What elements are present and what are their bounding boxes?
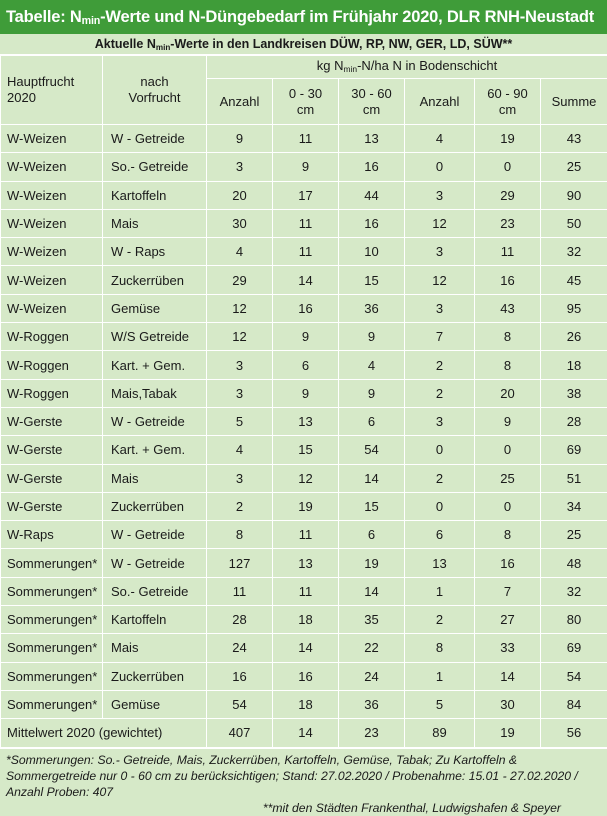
table-row (1, 662, 607, 690)
cell-value: 48 (541, 549, 607, 577)
cell-vorfrucht: W - Getreide (103, 125, 207, 153)
cell-value: 20 (475, 379, 541, 407)
cell-value: 12 (273, 464, 339, 492)
cell-value: 13 (273, 549, 339, 577)
mean-value: 19 (475, 719, 541, 747)
nmin-data-table (0, 55, 607, 748)
cell-value: 14 (273, 634, 339, 662)
cell-value: 6 (405, 521, 475, 549)
cell-value: 2 (207, 492, 273, 520)
subtitle-text-start: Aktuelle N (95, 37, 156, 51)
cell-value: 30 (207, 209, 273, 237)
cell-value: 0 (475, 492, 541, 520)
cell-value: 34 (541, 492, 607, 520)
cell-value: 13 (405, 549, 475, 577)
cell-hauptfrucht: W-Weizen (1, 266, 103, 294)
table-row (1, 492, 607, 520)
column-header (273, 79, 339, 125)
cell-value: 0 (405, 436, 475, 464)
column-header-line2: cm (297, 102, 314, 117)
table-row (1, 690, 607, 718)
table-row (1, 549, 607, 577)
mean-value: 407 (207, 719, 273, 747)
cell-vorfrucht: W - Getreide (103, 407, 207, 435)
cell-value: 69 (541, 634, 607, 662)
table-row (1, 181, 607, 209)
cell-value: 3 (207, 464, 273, 492)
cell-value: 3 (405, 181, 475, 209)
cell-hauptfrucht: W-Roggen (1, 379, 103, 407)
cell-value: 29 (207, 266, 273, 294)
mean-value: 23 (339, 719, 405, 747)
cell-value: 15 (339, 266, 405, 294)
column-header-line2: cm (499, 102, 516, 117)
cell-value: 43 (541, 125, 607, 153)
cell-value: 18 (273, 690, 339, 718)
cell-vorfrucht: W/S Getreide (103, 323, 207, 351)
subtitle-text-end: -Werte in den Landkreisen DÜW, RP, NW, GER, LD, SÜW** (170, 37, 512, 51)
table-row (1, 323, 607, 351)
cell-value: 54 (339, 436, 405, 464)
cell-value: 19 (339, 549, 405, 577)
cell-vorfrucht: Kartoffeln (103, 606, 207, 634)
cell-value: 12 (207, 323, 273, 351)
cell-value: 13 (273, 407, 339, 435)
cell-value: 3 (405, 294, 475, 322)
cell-hauptfrucht: W-Gerste (1, 464, 103, 492)
cell-value: 32 (541, 238, 607, 266)
cell-value: 4 (339, 351, 405, 379)
cell-value: 38 (541, 379, 607, 407)
cell-value: 27 (475, 606, 541, 634)
cell-value: 16 (475, 549, 541, 577)
table-row (1, 577, 607, 605)
cell-vorfrucht: Zuckerrüben (103, 492, 207, 520)
cell-vorfrucht: W - Getreide (103, 549, 207, 577)
cell-value: 29 (475, 181, 541, 209)
cell-value: 30 (475, 690, 541, 718)
cell-hauptfrucht: W-Gerste (1, 407, 103, 435)
cell-value: 5 (405, 690, 475, 718)
cell-value: 12 (405, 266, 475, 294)
cell-value: 14 (339, 464, 405, 492)
cell-value: 2 (405, 351, 475, 379)
title-subscript: min (82, 15, 100, 27)
column-header (339, 79, 405, 125)
cell-vorfrucht: So.- Getreide (103, 153, 207, 181)
cell-value: 7 (475, 577, 541, 605)
cell-value: 8 (207, 521, 273, 549)
header-unit (207, 56, 607, 79)
cell-value: 25 (475, 464, 541, 492)
cell-vorfrucht: W - Getreide (103, 521, 207, 549)
cell-value: 6 (339, 407, 405, 435)
cell-value: 12 (405, 209, 475, 237)
cell-hauptfrucht: Sommerungen* (1, 606, 103, 634)
cell-value: 8 (475, 351, 541, 379)
cell-hauptfrucht: W-Gerste (1, 436, 103, 464)
cell-vorfrucht: Zuckerrüben (103, 662, 207, 690)
cell-hauptfrucht: Sommerungen* (1, 690, 103, 718)
cell-value: 54 (207, 690, 273, 718)
cell-value: 90 (541, 181, 607, 209)
cell-vorfrucht: Kart. + Gem. (103, 351, 207, 379)
cell-value: 4 (207, 436, 273, 464)
table-row (1, 294, 607, 322)
cell-vorfrucht: Mais,Tabak (103, 379, 207, 407)
cell-value: 11 (273, 209, 339, 237)
cell-value: 18 (541, 351, 607, 379)
cell-value: 3 (207, 153, 273, 181)
cell-value: 2 (405, 606, 475, 634)
cell-value: 32 (541, 577, 607, 605)
cell-vorfrucht: So.- Getreide (103, 577, 207, 605)
cell-vorfrucht: Zuckerrüben (103, 266, 207, 294)
cell-value: 19 (273, 492, 339, 520)
cell-value: 127 (207, 549, 273, 577)
table-title (0, 0, 607, 34)
cell-value: 51 (541, 464, 607, 492)
cell-value: 1 (405, 577, 475, 605)
cell-value: 14 (273, 266, 339, 294)
column-header-line1: Summe (552, 94, 597, 109)
table-row (1, 209, 607, 237)
column-header-line1: 60 - 90 (487, 86, 527, 101)
table-row (1, 125, 607, 153)
cell-value: 0 (475, 153, 541, 181)
cell-value: 4 (405, 125, 475, 153)
cell-value: 0 (405, 492, 475, 520)
cell-hauptfrucht: W-Roggen (1, 351, 103, 379)
table-footnotes (0, 748, 607, 816)
cell-value: 6 (339, 521, 405, 549)
table-row (1, 606, 607, 634)
table-row (1, 153, 607, 181)
table-row (1, 351, 607, 379)
cell-value: 3 (405, 238, 475, 266)
cell-hauptfrucht: W-Weizen (1, 125, 103, 153)
table-row (1, 436, 607, 464)
cell-vorfrucht: Kartoffeln (103, 181, 207, 209)
cell-value: 15 (273, 436, 339, 464)
column-header (541, 79, 607, 125)
cell-value: 1 (405, 662, 475, 690)
table-row (1, 266, 607, 294)
column-header (475, 79, 541, 125)
cell-value: 36 (339, 294, 405, 322)
cell-value: 0 (475, 436, 541, 464)
cell-vorfrucht: Mais (103, 209, 207, 237)
cell-value: 24 (207, 634, 273, 662)
cell-value: 20 (207, 181, 273, 209)
cell-value: 16 (475, 266, 541, 294)
cell-value: 18 (273, 606, 339, 634)
cell-hauptfrucht: W-Roggen (1, 323, 103, 351)
cell-value: 11 (273, 577, 339, 605)
cell-hauptfrucht: W-Weizen (1, 294, 103, 322)
cell-hauptfrucht: Sommerungen* (1, 662, 103, 690)
cell-value: 28 (541, 407, 607, 435)
cell-value: 3 (207, 379, 273, 407)
cell-value: 33 (475, 634, 541, 662)
column-header-line1: Anzahl (220, 94, 260, 109)
cell-value: 36 (339, 690, 405, 718)
cell-value: 9 (339, 379, 405, 407)
cell-vorfrucht: Gemüse (103, 294, 207, 322)
column-header-line1: 0 - 30 (289, 86, 322, 101)
cell-vorfrucht: Gemüse (103, 690, 207, 718)
title-text-end: -Werte und N-Düngebedarf im Frühjahr 2020, DLR RNH-Neustadt (100, 8, 594, 26)
cell-value: 8 (475, 521, 541, 549)
cell-value: 16 (339, 209, 405, 237)
cell-vorfrucht: Mais (103, 464, 207, 492)
unit-subscript: min (343, 64, 357, 74)
cell-value: 11 (273, 238, 339, 266)
cell-value: 17 (273, 181, 339, 209)
cell-value: 50 (541, 209, 607, 237)
title-text-start: Tabelle: N (6, 8, 82, 26)
footnote-staedte: **mit den Städten Frankenthal, Ludwigshafen & Speyer (6, 800, 601, 816)
mean-label: Mittelwert 2020 (gewichtet) (1, 719, 207, 747)
cell-hauptfrucht: W-Weizen (1, 181, 103, 209)
mean-row (1, 719, 607, 747)
cell-value: 28 (207, 606, 273, 634)
table-row (1, 521, 607, 549)
cell-value: 0 (405, 153, 475, 181)
cell-value: 9 (273, 323, 339, 351)
cell-value: 23 (475, 209, 541, 237)
mean-value: 56 (541, 719, 607, 747)
cell-hauptfrucht: W-Weizen (1, 209, 103, 237)
column-header-line1: 30 - 60 (351, 86, 391, 101)
cell-value: 3 (207, 351, 273, 379)
cell-value: 54 (541, 662, 607, 690)
cell-vorfrucht: Kart. + Gem. (103, 436, 207, 464)
column-header-line2: cm (363, 102, 380, 117)
table-row (1, 238, 607, 266)
cell-value: 22 (339, 634, 405, 662)
mean-value: 89 (405, 719, 475, 747)
header-hauptfrucht (1, 56, 103, 125)
header-hauptfrucht-line2: 2020 (7, 90, 36, 105)
cell-value: 11 (207, 577, 273, 605)
cell-value: 9 (273, 379, 339, 407)
cell-value: 4 (207, 238, 273, 266)
cell-value: 16 (273, 662, 339, 690)
table-subtitle (0, 34, 607, 55)
cell-value: 35 (339, 606, 405, 634)
cell-value: 25 (541, 521, 607, 549)
unit-text-end: -N/ha N in Bodenschicht (357, 58, 497, 73)
cell-value: 11 (273, 125, 339, 153)
unit-text-start: kg N (317, 58, 344, 73)
cell-value: 7 (405, 323, 475, 351)
column-header-line1: Anzahl (420, 94, 460, 109)
cell-value: 9 (273, 153, 339, 181)
header-vorfrucht-line2: Vorfrucht (128, 90, 180, 105)
cell-value: 25 (541, 153, 607, 181)
cell-value: 8 (405, 634, 475, 662)
cell-value: 16 (207, 662, 273, 690)
cell-value: 11 (273, 521, 339, 549)
cell-value: 80 (541, 606, 607, 634)
cell-value: 19 (475, 125, 541, 153)
cell-value: 26 (541, 323, 607, 351)
cell-value: 13 (339, 125, 405, 153)
cell-value: 12 (207, 294, 273, 322)
header-hauptfrucht-line1: Hauptfrucht (7, 74, 74, 89)
cell-value: 9 (207, 125, 273, 153)
cell-value: 2 (405, 379, 475, 407)
cell-value: 14 (475, 662, 541, 690)
cell-value: 69 (541, 436, 607, 464)
table-row (1, 379, 607, 407)
cell-value: 6 (273, 351, 339, 379)
cell-vorfrucht: W - Raps (103, 238, 207, 266)
footnote-sommerungen: *Sommerungen: So.- Getreide, Mais, Zuckerrüben, Kartoffeln, Gemüse, Tabak; Zu Kartoffeln & Sommergetreide nur 0 - 60 cm zu berücksichtigen; Stand: 27.02.2020 / Probenahme: 15.01 - 27.02.2020 / Anzahl Proben: 407 (6, 753, 578, 799)
cell-value: 16 (273, 294, 339, 322)
mean-value: 14 (273, 719, 339, 747)
cell-value: 14 (339, 577, 405, 605)
cell-value: 15 (339, 492, 405, 520)
cell-hauptfrucht: Sommerungen* (1, 577, 103, 605)
table-row (1, 407, 607, 435)
cell-value: 2 (405, 464, 475, 492)
cell-hauptfrucht: W-Gerste (1, 492, 103, 520)
cell-hauptfrucht: W-Weizen (1, 153, 103, 181)
cell-hauptfrucht: Sommerungen* (1, 549, 103, 577)
cell-value: 9 (339, 323, 405, 351)
cell-value: 5 (207, 407, 273, 435)
header-vorfrucht (103, 56, 207, 125)
cell-value: 84 (541, 690, 607, 718)
cell-value: 9 (475, 407, 541, 435)
column-header (207, 79, 273, 125)
cell-value: 44 (339, 181, 405, 209)
cell-value: 11 (475, 238, 541, 266)
cell-value: 8 (475, 323, 541, 351)
cell-hauptfrucht: W-Weizen (1, 238, 103, 266)
cell-value: 95 (541, 294, 607, 322)
table-row (1, 634, 607, 662)
cell-value: 10 (339, 238, 405, 266)
cell-value: 3 (405, 407, 475, 435)
cell-vorfrucht: Mais (103, 634, 207, 662)
column-header (405, 79, 475, 125)
cell-hauptfrucht: W-Raps (1, 521, 103, 549)
table-row (1, 464, 607, 492)
cell-value: 16 (339, 153, 405, 181)
cell-value: 45 (541, 266, 607, 294)
header-vorfrucht-line1: nach (140, 74, 168, 89)
subtitle-subscript: min (156, 43, 170, 52)
cell-value: 24 (339, 662, 405, 690)
cell-value: 43 (475, 294, 541, 322)
cell-hauptfrucht: Sommerungen* (1, 634, 103, 662)
